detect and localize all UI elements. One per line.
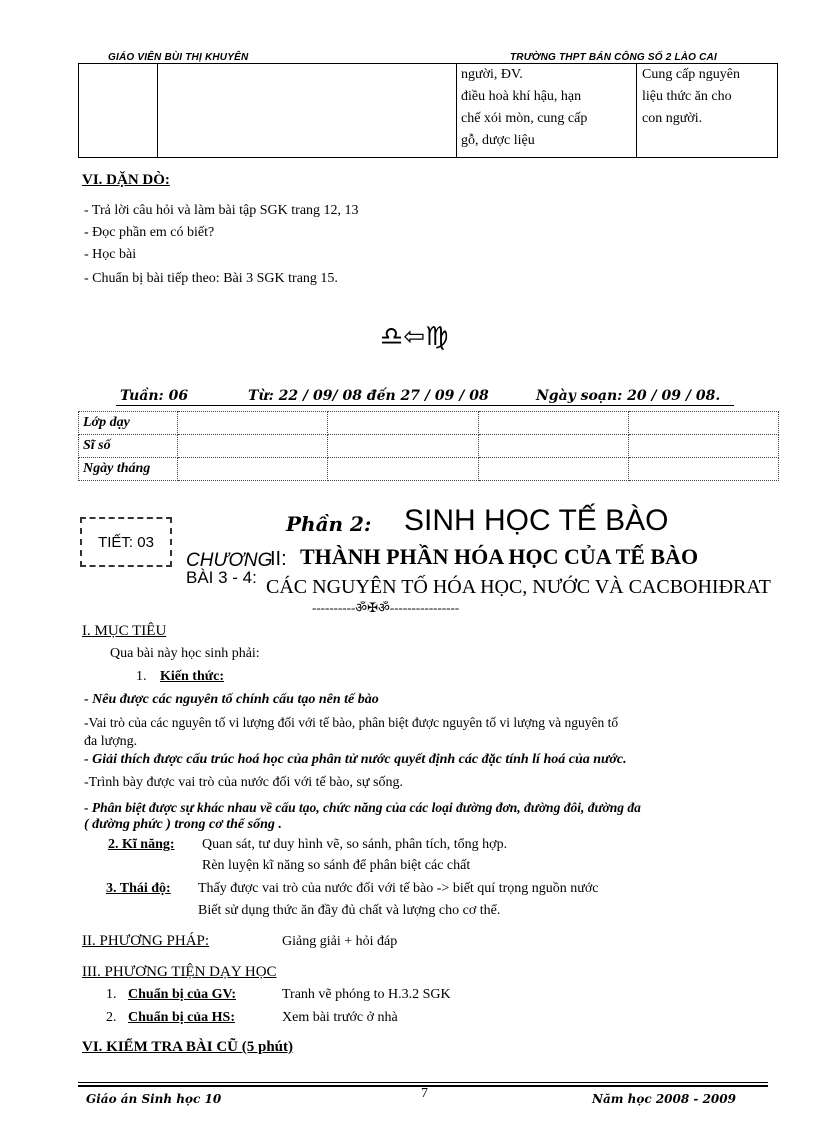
footer-title: Giáo án Sinh học 10 xyxy=(86,1092,222,1106)
homework-item: - Học bài xyxy=(84,247,137,262)
row-label: Sĩ số xyxy=(79,435,178,458)
chapter-num: II: xyxy=(270,548,287,570)
attitude-title: 3. Thái độ: xyxy=(106,881,171,896)
prep-date: Ngày soạn: 20 / 09 / 08. xyxy=(536,388,721,404)
knowledge-num: 1. xyxy=(136,669,147,684)
homework-title: VI. DẶN DÒ: xyxy=(82,172,170,188)
chapter-title: THÀNH PHẦN HÓA HỌC CỦA TẾ BÀO xyxy=(300,544,699,569)
week-range: Từ: 22 / 09/ 08 đến 27 / 09 / 08 xyxy=(248,388,489,404)
homework-item: - Trả lời câu hỏi và làm bài tập SGK trang 12, 13 xyxy=(84,203,359,218)
top-table-col4: Cung cấp nguyên liệu thức ăn cho con người. xyxy=(642,67,740,126)
chapter-label: CHƯƠNG xyxy=(186,550,273,571)
period-box xyxy=(80,517,172,567)
means-title: III. PHƯƠNG TIỆN DẠY HỌC xyxy=(82,964,277,980)
homework-item: - Chuẩn bị bài tiếp theo: Bài 3 SGK trang 15. xyxy=(84,271,338,286)
means-hs-label: Chuẩn bị của HS: xyxy=(128,1010,235,1025)
part-label: Phần 2: xyxy=(286,512,372,536)
part-title: SINH HỌC TẾ BÀO xyxy=(404,504,669,537)
header-school: TRƯỜNG THPT BÁN CÔNG SỐ 2 LÀO CAI xyxy=(510,52,717,63)
ornament-symbols: ♎⇦♍ xyxy=(380,322,449,352)
skill-item: Rèn luyện kĩ năng so sánh để phân biệt các chất xyxy=(202,858,471,873)
knowledge-item: ( đường phức ) trong cơ thể sống . xyxy=(84,817,282,832)
footer-year: Năm học 2008 - 2009 xyxy=(592,1092,736,1106)
homework-item: - Đọc phần em có biết? xyxy=(84,225,215,240)
lesson-title: CÁC NGUYÊN TỐ HÓA HỌC, NƯỚC VÀ CACBOHIĐRAT xyxy=(266,576,771,598)
knowledge-item: -Vai trò của các nguyên tố vi lượng đối với tế bào, phân biệt được nguyên tố vi lượng và nguyên tố xyxy=(84,715,619,730)
objectives-intro: Qua bài này học sinh phải: xyxy=(110,646,260,661)
lesson-divider: ----------ॐ✠ॐ---------------- xyxy=(312,600,460,615)
knowledge-item: -Trình bày được vai trò của nước đối với tế bào, sự sống. xyxy=(84,775,403,790)
attitude-item: Biết sử dụng thức ăn đầy đủ chất và lượng cho cơ thể. xyxy=(198,903,501,918)
top-table-col3: người, ĐV. điều hoà khí hậu, hạn chế xói mòn, cung cấp gỗ, dược liệu xyxy=(461,67,588,148)
header-teacher: GIÁO VIÊN BÙI THỊ KHUYÊN xyxy=(108,52,249,63)
row-label: Lớp dạy xyxy=(79,412,178,435)
knowledge-item: - Phân biệt được sự khác nhau về cấu tạo, chức năng của các loại đường đơn, đường đôi, đường đa xyxy=(84,800,641,815)
skill-title: 2. Kĩ năng: xyxy=(108,837,175,852)
period-label: TIẾT: 03 xyxy=(98,533,154,551)
knowledge-item: - Giải thích được cấu trúc hoá học của phân tử nước quyết định các đặc tính lí hoá của nước. xyxy=(84,752,627,767)
means-gv-label: Chuẩn bị của GV: xyxy=(128,987,237,1002)
means-num: 1. xyxy=(106,987,117,1002)
skill-item: Quan sát, tư duy hình vẽ, so sánh, phân tích, tổng hợp. xyxy=(202,837,508,852)
week-label: Tuần: 06 xyxy=(120,388,189,404)
class-table xyxy=(78,411,779,481)
knowledge-item: đa lượng. xyxy=(84,734,138,749)
page-number: 7 xyxy=(421,1086,428,1101)
knowledge-title: Kiến thức: xyxy=(160,669,225,684)
means-gv-value: Tranh vẽ phóng to H.3.2 SGK xyxy=(282,987,451,1002)
methods-value: Giảng giải + hỏi đáp xyxy=(282,934,398,949)
means-num: 2. xyxy=(106,1010,117,1025)
knowledge-item: - Nêu được các nguyên tố chính cấu tạo nên tế bào xyxy=(84,692,379,707)
attitude-item: Thấy được vai trò của nước đối với tế bào -> biết quí trọng nguồn nước xyxy=(198,881,599,896)
row-label: Ngày tháng xyxy=(79,458,178,481)
lesson-label: BÀI 3 - 4: xyxy=(186,568,257,587)
means-hs-value: Xem bài trước ở nhà xyxy=(282,1010,398,1025)
check-title: VI. KIỂM TRA BÀI CŨ (5 phút) xyxy=(82,1039,294,1055)
objectives-title: I. MỤC TIÊU xyxy=(82,623,167,639)
methods-title: II. PHƯƠNG PHÁP: xyxy=(82,933,210,949)
